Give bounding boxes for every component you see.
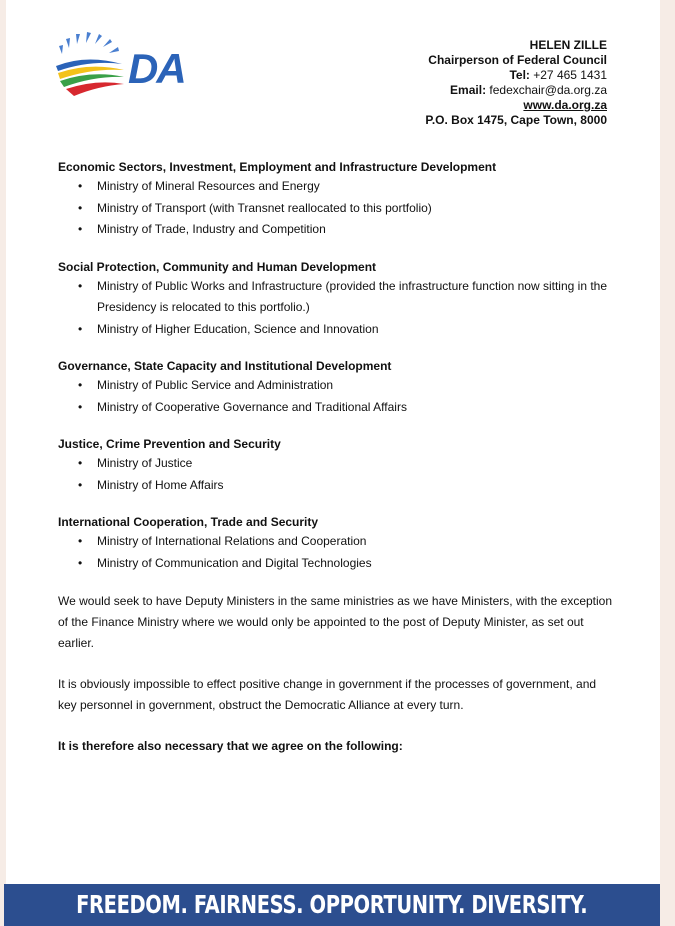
ministry-list [58, 453, 618, 496]
list-item: • Ministry of Cooperative Governance and Traditional Affairs [58, 397, 618, 419]
section [58, 435, 618, 496]
red-swoosh [66, 82, 124, 96]
list-item: • Ministry of Higher Education, Science and Innovation [58, 319, 618, 341]
tel-value: +27 465 1431 [533, 68, 607, 82]
tel-line [425, 68, 607, 83]
section [58, 258, 618, 341]
tel-label: Tel: [509, 68, 530, 82]
slogan-text: FREEDOM. FAIRNESS. OPPORTUNITY. DIVERSITY. [76, 890, 588, 919]
list-item: • Ministry of Trade, Industry and Competition [58, 219, 618, 241]
list-item: • Ministry of Transport (with Transnet reallocated to this portfolio) [58, 198, 618, 220]
ministry-list [58, 176, 618, 241]
section-title: Governance, State Capacity and Institutional Development [58, 359, 392, 373]
list-item: • Ministry of International Relations and Cooperation [58, 531, 618, 553]
list-item: • Ministry of Public Service and Administration [58, 375, 618, 397]
email-line [425, 83, 607, 98]
list-item: • Ministry of Justice [58, 453, 618, 475]
list-item: • Ministry of Home Affairs [58, 475, 618, 497]
section-title: International Cooperation, Trade and Security [58, 515, 319, 529]
list-item: • Ministry of Communication and Digital Technologies [58, 553, 618, 575]
paragraph: It is obviously impossible to effect positive change in government if the processes of government, and key personnel in government, obstruct the Democratic Alliance at every turn. [58, 677, 597, 712]
section-title: Economic Sectors, Investment, Employment and Infrastructure Development [58, 160, 497, 174]
document-page [6, 0, 660, 926]
postal-address: P.O. Box 1475, Cape Town, 8000 [425, 113, 607, 127]
section [58, 513, 618, 574]
email-value[interactable]: fedexchair@da.org.za [489, 83, 607, 97]
website-link[interactable]: www.da.org.za [523, 98, 607, 112]
list-item: • Ministry of Mineral Resources and Energy [58, 176, 618, 198]
section-title: Social Protection, Community and Human Development [58, 259, 377, 274]
closing-statement: It is therefore also necessary that we agree on the following: [58, 739, 403, 753]
ministry-list [58, 276, 618, 341]
slogan-banner [4, 884, 660, 926]
logo-text: DA [128, 45, 185, 92]
sender-name: HELEN ZILLE [529, 38, 607, 52]
ministry-list [58, 375, 618, 418]
document-body [58, 158, 618, 757]
ministry-list [58, 531, 618, 574]
section [58, 357, 618, 418]
sun-rays-icon [59, 32, 119, 54]
email-label: Email: [450, 83, 487, 97]
da-logo [52, 28, 222, 106]
paragraph: We would seek to have Deputy Ministers in the same ministries as we have Ministers, with the exception of the Finance Ministry where we would only be appointed to the post of Deputy Minister, as set out earlier. [58, 594, 613, 650]
list-item: • Ministry of Public Works and Infrastructure (provided the infrastructure function now sitting in the Presidency is relocated to this portfolio.) [58, 276, 618, 319]
section-title: Justice, Crime Prevention and Security [58, 437, 281, 451]
sender-role: Chairperson of Federal Council [428, 53, 607, 67]
letterhead [425, 38, 607, 128]
section [58, 158, 618, 241]
